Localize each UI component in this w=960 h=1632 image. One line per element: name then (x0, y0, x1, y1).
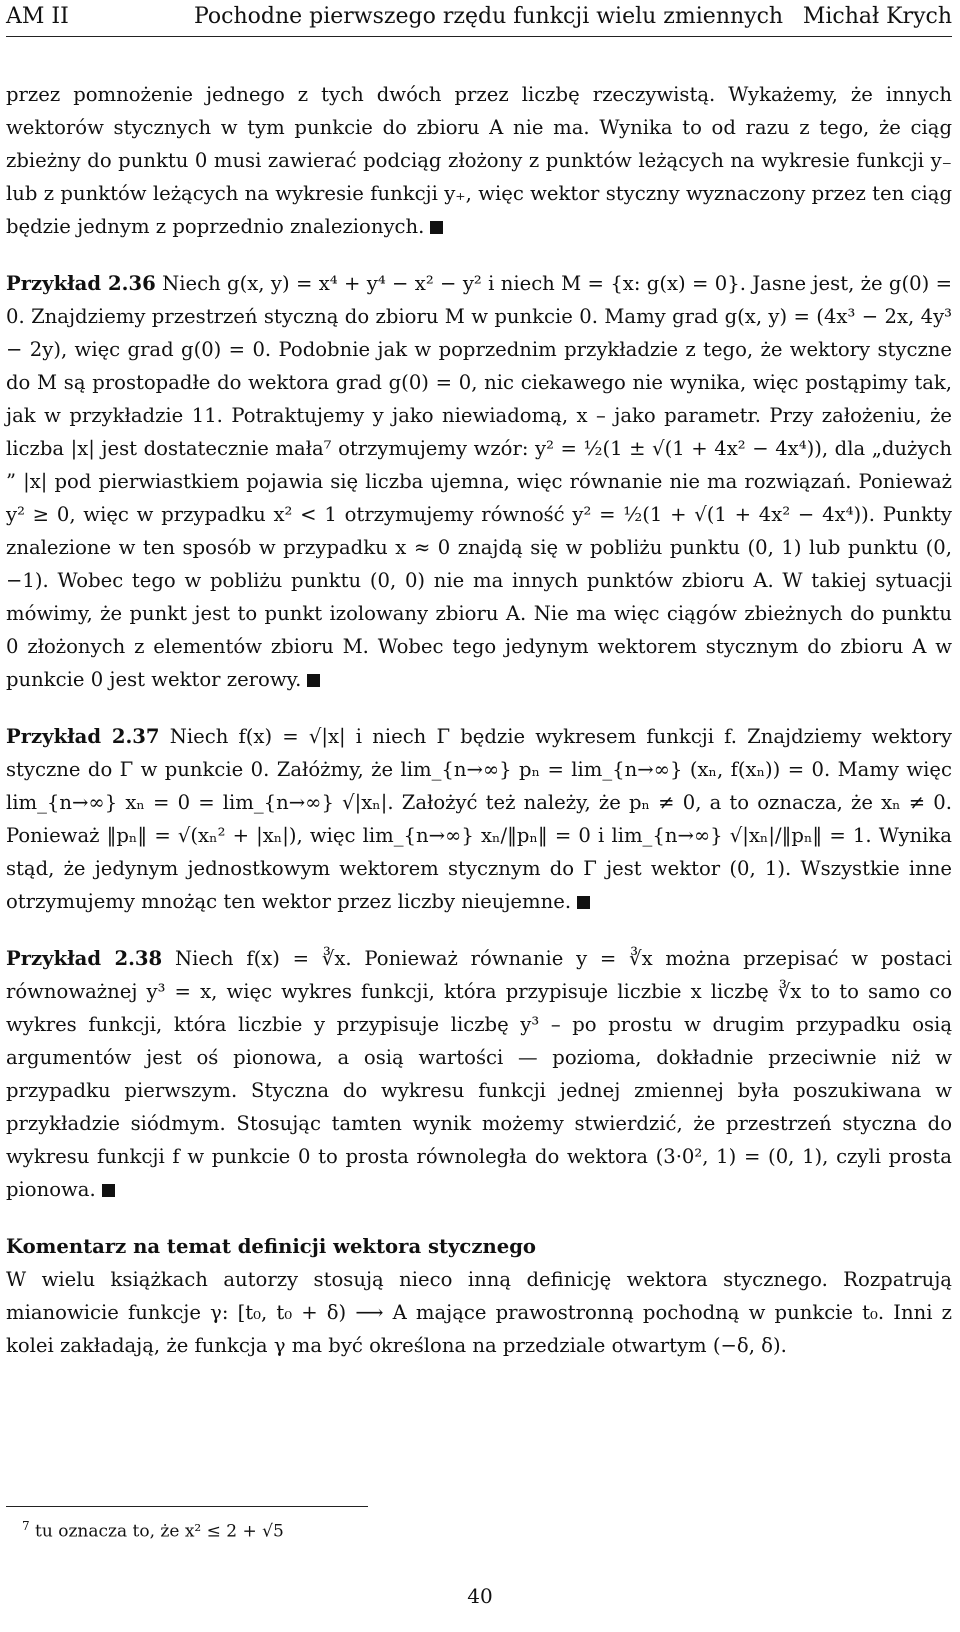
section-title: Komentarz na temat definicji wektora stycznego (6, 1235, 536, 1258)
example-text: Niech f(x) = √|x| i niech Γ będzie wykresem funkcji f. Znajdziemy wektory styczne do Γ w punkcie 0. Załóżmy, że lim_{n→∞} pₙ = lim_{n→∞} (xₙ, f(xₙ)) = 0. Mamy więc lim_{n→∞} xₙ = 0 = lim_{n→∞} √|xₙ|. Założyć też należy, że pₙ ≠ 0, a to oznacza, że xₙ ≠ 0. Ponieważ ‖pₙ‖ = √(xₙ² + |xₙ|), więc lim_{n→∞} xₙ/‖pₙ‖ = 0 i lim_{n→∞} √|xₙ|/‖pₙ‖ = 1. Wynika stąd, że jedynym jednostkowym wektorem stycznym do Γ jest wektor (0, 1). Wszystkie inne otrzymujemy mnożąc ten wektor przez liczby nieujemne. (6, 725, 953, 913)
example-2-37 (6, 720, 952, 918)
example-text: Niech g(x, y) = x⁴ + y⁴ − x² − y² i niech M = {x: g(x) = 0}. Jasne jest, że g(0) = 0. Znajdziemy przestrzeń styczną do zbioru M w punkcie 0. Mamy grad g(x, y) = (4x³ − 2x, 4y³ − 2y), więc grad g(0) = 0. Podobnie jak w poprzednim przykładzie z tego, że wektory styczne do M są prostopadłe do wektora grad g(0) = 0, nic ciekawego nie wynika, więc postąpimy tak, jak w przykładzie 11. Potraktujemy y jako niewiadomą, x – jako parametr. Przy założeniu, że liczba |x| jest dostatecznie mała⁷ otrzymujemy wzór: y² = ½(1 ± √(1 + 4x² − 4x⁴)), dla „dużych ” |x| pod pierwiastkiem pojawia się liczba ujemna, więc równanie nie ma rozwiązań. Ponieważ y² ≥ 0, więc w przypadku x² < 1 otrzymujemy równość y² = ½(1 + √(1 + 4x² − 4x⁴)). Punkty znalezione w ten sposób w przypadku x ≈ 0 znajdą się w pobliżu punktu (0, 1) lub punktu (0, −1). Wobec tego w pobliżu punktu (0, 0) nie ma innych punktów zbioru A. W takiej sytuacji mówimy, że punkt jest to punkt izolowany zbioru A. Nie ma więc ciągów zbieżnych do punktu 0 złożonych z elementów zbioru M. Wobec tego jedynym wektorem stycznym do zbioru A w punkcie 0 jest wektor zerowy. (6, 272, 952, 691)
section-text: W wielu książkach autorzy stosują nieco inną definicję wektora stycznego. Rozpatrują mianowicie funkcje γ: [t₀, t₀ + δ) ⟶ A mające prawostronną pochodną w punkcie t₀. Inni z kolei zakładają, że funkcja γ ma być określona na przedziale otwartym (−δ, δ). (6, 1268, 952, 1357)
paragraph-continuation (6, 78, 952, 243)
paragraph-continuation-text: przez pomnożenie jednego z tych dwóch przez liczbę rzeczywistą. Wykażemy, że innych wektorów stycznych w tym punkcie do zbioru A nie ma. Wynika to od razu z tego, że ciąg zbieżny do punktu 0 musi zawierać podciąg złożony z punktów leżących na wykresie funkcji y₋ lub z punktów leżących na wykresie funkcji y₊, więc wektor styczny wyznaczony przez ten ciąg będzie jednym z poprzednio znalezionych. (6, 83, 952, 238)
example-label: Przykład 2.38 (6, 947, 163, 970)
qed-mark (430, 221, 443, 234)
example-2-36 (6, 267, 952, 696)
example-label: Przykład 2.37 (6, 725, 160, 748)
footnote-text: tu oznacza to, że x² ≤ 2 + √5 (35, 1521, 284, 1542)
running-header (6, 2, 952, 37)
example-2-38 (6, 942, 952, 1206)
header-chapter-title: Pochodne pierwszego rzędu funkcji wielu zmiennych (194, 4, 784, 29)
example-text: Niech f(x) = ∛x. Ponieważ równanie y = ∛x można przepisać w postaci równoważnej y³ = x, więc wykres funkcji, która przypisuje liczbie x liczbę ∛x to to samo co wykres funkcji, która liczbie y przypisuje liczbę y³ – po prostu w drugim przypadku osią argumentów jest oś pionowa, a osią wartości — pozioma, dokładnie przeciwnie niż w przypadku pierwszym. Styczna do wykresu funkcji jednej zmiennej była poszukiwana w przykładzie siódmym. Stosując tamten wynik możemy stwierdzić, że przestrzeń styczna do wykresu funkcji f w punkcie 0 to prosta równoległa do wektora (3·0², 1) = (0, 1), czyli prosta pionowa. (6, 947, 953, 1201)
qed-mark (102, 1184, 115, 1197)
page-body (6, 78, 952, 1362)
footnote (22, 1512, 284, 1546)
page-number: 40 (467, 1584, 493, 1608)
example-label: Przykład 2.36 (6, 272, 156, 295)
footnote-mark: 7 (22, 1519, 30, 1533)
footnote-rule (6, 1506, 368, 1507)
qed-mark (577, 896, 590, 909)
qed-mark (307, 674, 320, 687)
header-author: Michał Krych (802, 4, 952, 29)
header-course: AM II (6, 4, 69, 29)
